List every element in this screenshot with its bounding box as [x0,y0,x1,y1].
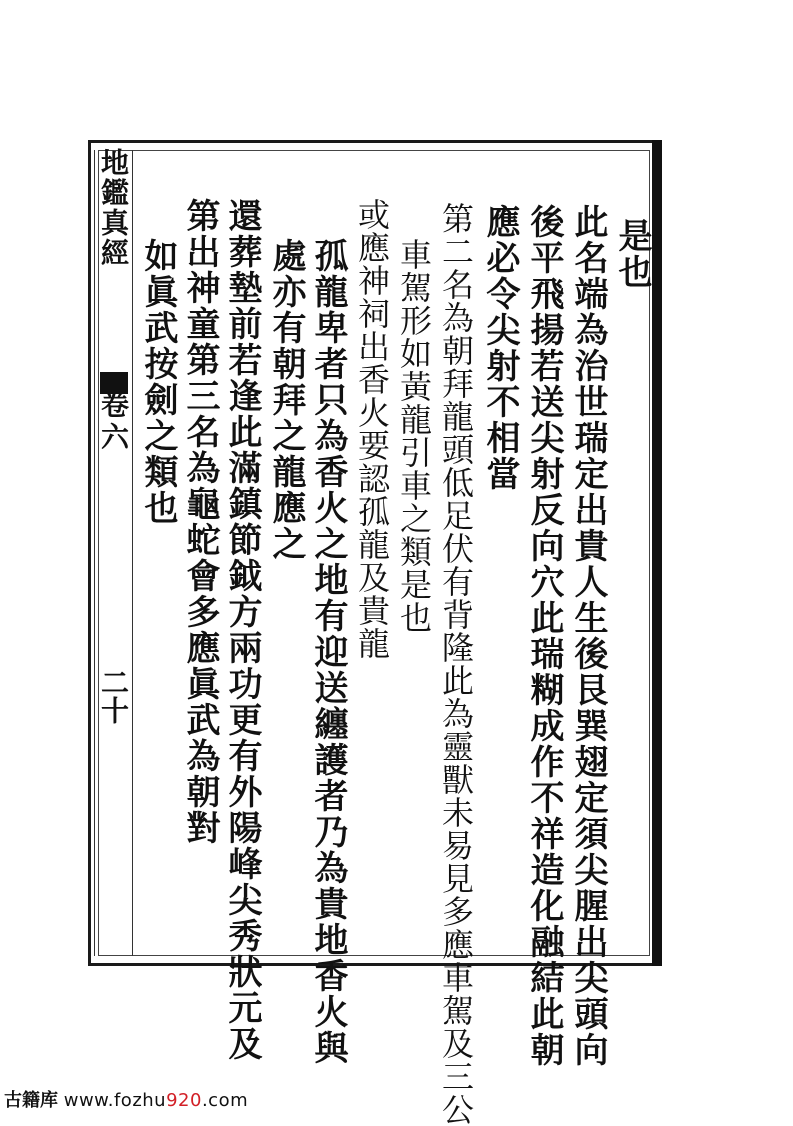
site-prefix: www.fozhu [63,1090,167,1111]
text-column-3: 後平飛揚若送尖射反向穴此瑞糊成作不祥造化融結此朝 [524,204,564,1068]
right-border-band [652,140,662,966]
text-column-4: 應必令尖射不相當 [480,204,520,492]
text-column-2: 此名端為治世瑞定出貴人生後艮巽翅定須尖腥出尖頭向 [568,204,608,1068]
text-column-12: 如眞武按劍之類也 [138,238,178,526]
watermark-footer [4,1086,248,1116]
text-column-9: 處亦有朝拜之龍應之 [266,238,306,562]
text-column-10: 還葬墊前若逢此滿鎮節鉞方兩功更有外陽峰尖秀狀元及 [222,198,262,1062]
text-column-7: 或應神祠出香火要認孤龍及貴龍 [353,198,391,660]
site-accent: 920 [166,1090,202,1111]
text-column-5: 第二名為朝拜龍頭低足伏有背隆此為靈獸未易見多應車駕及三公 [437,202,475,1126]
banxin-book-title: 地鑑真經 [97,148,130,268]
text-column-1: 是也 [612,218,652,290]
text-column-11: 第出神童第三名為龜蛇會多應眞武為朝對 [180,198,220,846]
site-suffix: .com [201,1090,249,1111]
text-column-6: 車駕形如黃龍引車之類是也 [395,238,433,634]
banxin-divider-right [94,150,95,956]
watermark-site [64,1090,248,1111]
banxin-divider-left [132,150,133,956]
watermark-name: 古籍库 [4,1090,58,1111]
banxin-page-number: 二十 [97,668,130,724]
text-column-8: 孤龍卑者只為香火之地有迎送纏護者乃為貴地香火與 [308,238,348,1066]
banxin-juan-number: 卷六 [97,390,130,454]
